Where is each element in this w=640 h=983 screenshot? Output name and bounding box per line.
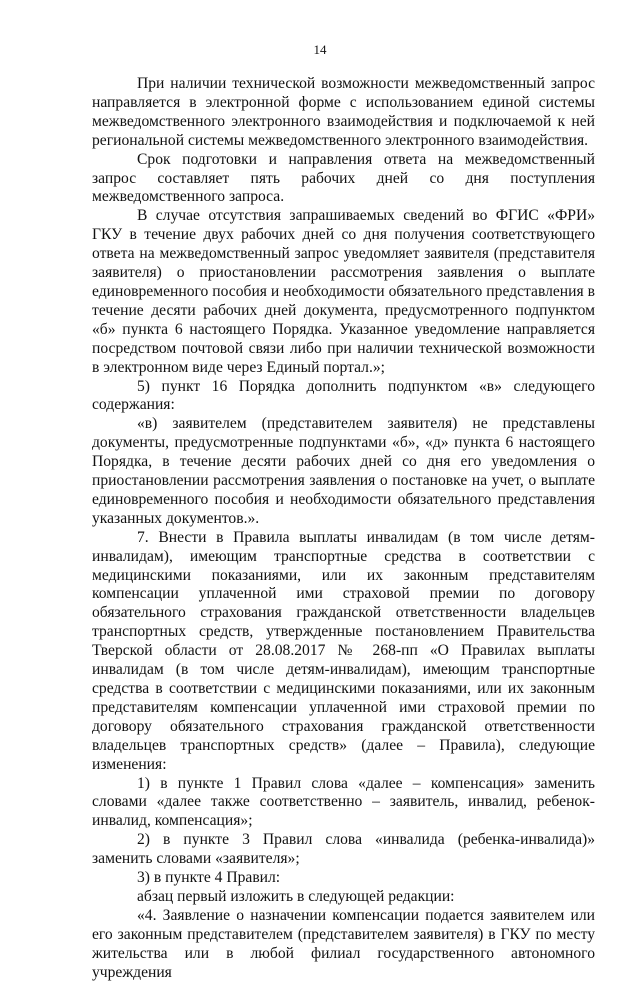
paragraph-change-3: 3) в пункте 4 Правил: [137, 869, 281, 887]
paragraph-item-5: 5) пункт 16 Порядка дополнить подпунктом «в» следующего содержания: [92, 377, 595, 414]
page-number: 14 [313, 42, 327, 57]
paragraph-response-deadline: Срок подготовки и направления ответа на межведомственный запрос составляет пять рабочих дней со дня поступления межведомственного запроса. [92, 150, 595, 206]
paragraph-first-abzac: абзац первый изложить в следующей редакции: [137, 887, 455, 905]
paragraph-missing-information: В случае отсутствия запрашиваемых сведений во ФГИС «ФРИ» ГКУ в течение двух рабочих дней со дня получения соответствующего ответа на межведомственный запрос уведомляет заявителя (представителя заявителя) о приостановлении рассмотрения заявления о выплате единовременного пособия и необходимости обязательного представления в течение десяти рабочих дней документа, предусмотренного подпунктом «б» пункта 6 настоящего Порядка. Указанное уведомление направляется посредством почтовой связи либо при наличии технической возможности в электронном виде через Единый портал.»; [92, 207, 595, 376]
paragraph-change-1: 1) в пункте 1 Правил слова «далее – компенсация» заменить словами «далее также соответственно – заявитель, инвалид, ребенок-инвалид, компенсация»; [92, 774, 595, 830]
paragraph-electronic-request: При наличии технической возможности межведомственный запрос направляется в электронной форме с использованием единой системы межведомственного электронного взаимодействия и подключаемой к ней региональной системы межведомственного электронного взаимодействия. [92, 75, 595, 149]
paragraph-item-7: 7. Внести в Правила выплаты инвалидам (в том числе детям-инвалидам), имеющим транспортные средства в соответствии с медицинскими показаниями, или их законным представителям компенсации уплаченной ими страховой премии по договору обязательного страхования гражданской ответственности владельцев транспортных средств, утвержденные постановлением Правительства Тверской области от 28.08.2017 № 268-пп «О Правилах выплаты инвалидам (в том числе детям-инвалидам), имеющим транспортные средства в соответствии с медицинскими показаниями, или их законным представителям компенсации уплаченной ими страховой премии по договору обязательного страхования гражданской ответственности владельцев транспортных средств» (далее – Правила), следующие изменения: [92, 528, 595, 773]
paragraph-change-2: 2) в пункте 3 Правил слова «инвалида (ребенка-инвалида)» заменить словами «заявителя»; [92, 831, 595, 868]
paragraph-subitem-v: «в) заявителем (представителем заявителя) не представлены документы, предусмотренные подпунктами «б», «д» пункта 6 настоящего Порядка, в течение десяти рабочих дней со дня его уведомления о приостановлении рассмотрения заявления о постановке на учет, о выплате единовременного пособия и необходимости обязательного представления указанных документов.». [92, 415, 595, 527]
document-body [92, 75, 595, 983]
paragraph-item-4-text: «4. Заявление о назначении компенсации подается заявителем или его законным представителем (представителем заявителя) в ГКУ по месту жительства или в любой филиал государственного автономного учреждения [92, 906, 595, 981]
